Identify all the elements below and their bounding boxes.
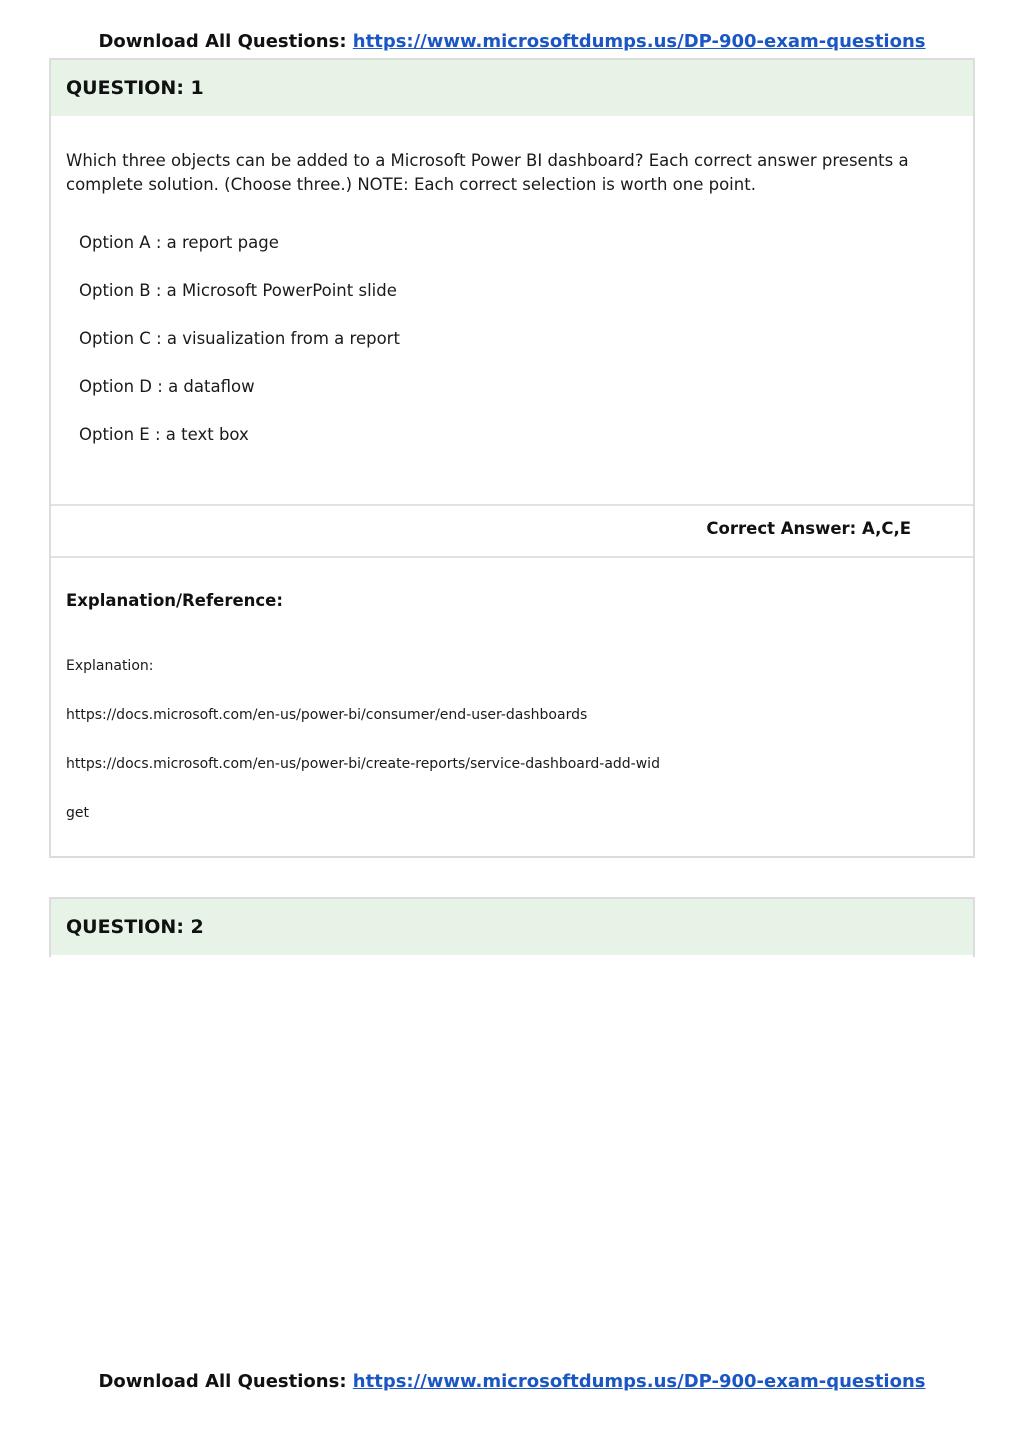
correct-answer: Correct Answer: A,C,E — [706, 519, 911, 538]
question-header: QUESTION: 1 — [51, 60, 973, 116]
option-b: Option B : a Microsoft PowerPoint slide — [79, 281, 397, 300]
reference-link-1: https://docs.microsoft.com/en-us/power-bi/consumer/end-user-dashboards — [66, 707, 588, 723]
question-header: QUESTION: 2 — [51, 899, 973, 955]
question-card-2 — [49, 897, 975, 957]
question-text: Which three objects can be added to a Microsoft Power BI dashboard? Each correct answer presents a complete solution. (Choose three.) NOTE: Each correct selection is worth one point. — [66, 151, 909, 194]
explanation-section — [66, 590, 956, 822]
reference-link-2-continued: get — [66, 805, 89, 821]
option-a: Option A : a report page — [79, 233, 279, 252]
download-banner-top — [0, 30, 1024, 54]
option-c: Option C : a visualization from a report — [79, 329, 400, 348]
download-link[interactable]: https://www.microsoftdumps.us/DP-900-exam-questions — [352, 1371, 926, 1392]
options-list — [51, 197, 973, 471]
explanation-label: Explanation: — [66, 658, 154, 674]
question-card-1 — [49, 58, 975, 858]
option-e: Option E : a text box — [79, 425, 249, 444]
download-link[interactable]: https://www.microsoftdumps.us/DP-900-exam-questions — [352, 31, 926, 52]
download-banner-bottom — [0, 1370, 1024, 1394]
option-d: Option D : a dataflow — [79, 377, 255, 396]
download-label: Download All Questions: — [98, 1371, 347, 1392]
explanation-title: Explanation/Reference: — [66, 591, 283, 610]
answer-row — [51, 504, 973, 558]
reference-link-2: https://docs.microsoft.com/en-us/power-bi/create-reports/service-dashboard-add-wid — [66, 756, 660, 772]
download-label: Download All Questions: — [98, 31, 347, 52]
